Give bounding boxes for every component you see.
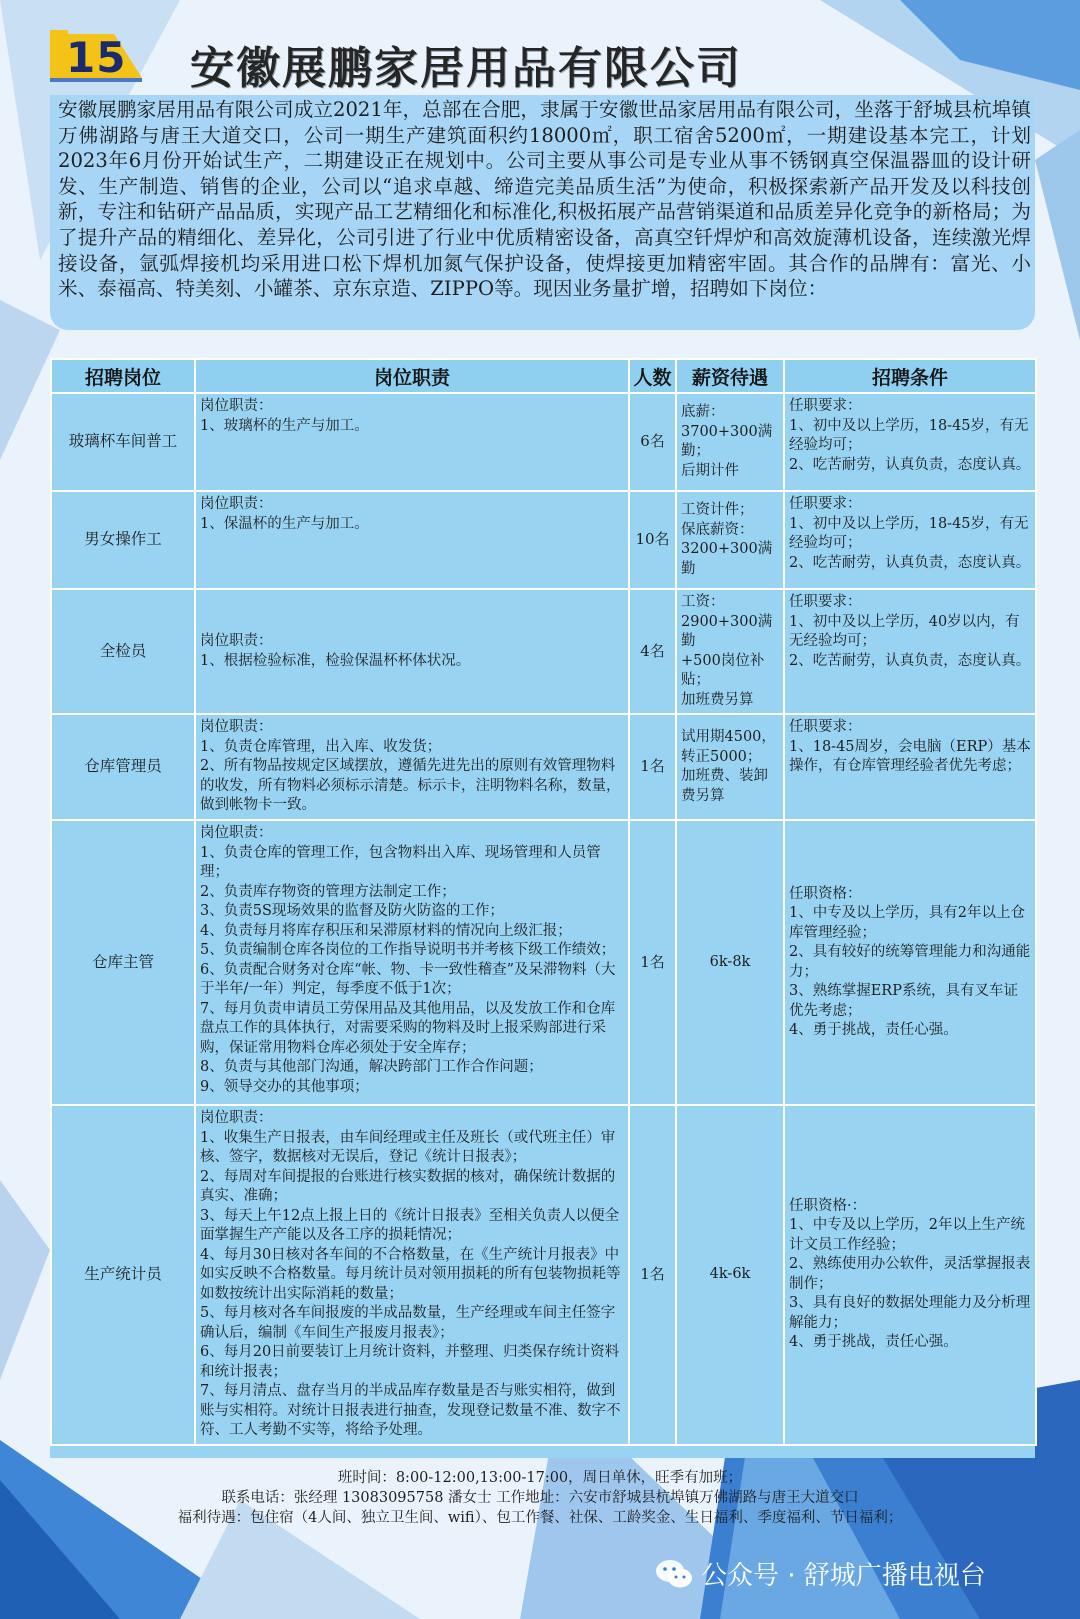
salary-line: 3700+300满勤； [681, 423, 773, 459]
duties-line: 1、玻璃杯的生产与加工。 [200, 417, 369, 434]
count-cell: 1名 [629, 820, 676, 1105]
salary-line: 工资计件； [681, 502, 754, 518]
duties-line: 2、所有物品按规定区域摆放，遵循先进先出的原则有效管理物料的收发，所有物料必须标示清楚。标示卡，注明物料名称，数量，做到帐物卡一致。 [200, 758, 621, 813]
salary-line: 底薪： [681, 404, 725, 420]
salary-cell [676, 491, 784, 589]
table-row [51, 491, 1036, 589]
count-cell: 10名 [629, 491, 676, 589]
duties-line: 7、每月负责申请员工劳保用品及其他用品，以及发放工作和仓库盘点工作的具体执行，对需要采购的物料及时上报采购部进行采购，保证常用物料仓库必须处于安全库存； [200, 1000, 616, 1056]
requirements-line: 4、勇于挑战，责任心强。 [789, 1022, 958, 1038]
requirements-line: 2、吃苦耐劳，认真负责，态度认真。 [789, 554, 1031, 571]
salary-line: 加班费、装卸费另算 [681, 768, 768, 804]
duties-line: 1、保温杯的生产与加工。 [200, 515, 369, 532]
salary-line: 转正5000； [681, 748, 762, 765]
header-count: 人数 [629, 359, 676, 393]
salary-line: 4k-6k [709, 1266, 751, 1282]
duties-line: 岗位职责： [200, 496, 273, 512]
requirements-line: 3、具有良好的数据处理能力及分析理解能力； [789, 1295, 1031, 1331]
footer-hours: 班时间：8:00-12:00,13:00-17:00，周日单休，旺季有加班； [337, 1470, 743, 1486]
count-cell: 1名 [629, 714, 676, 820]
requirements-line: 任职资格·： [789, 1197, 867, 1214]
position-cell: 男女操作工 [51, 491, 195, 589]
requirements-cell [784, 714, 1036, 820]
requirements-line: 2、吃苦耐劳，认真负责，态度认真。 [789, 456, 1031, 473]
duties-line: 4、负责每月将库存积压和呆滞原材料的情况向上级汇报； [200, 922, 572, 939]
table-header-row [51, 359, 1036, 393]
position-cell: 全检员 [51, 589, 195, 714]
header [50, 30, 1050, 94]
table-row [51, 1105, 1036, 1445]
duties-line: 1、负责仓库的管理工作，包含物料出入库、现场管理和人员管理； [200, 844, 601, 880]
requirements-line: 2、具有较好的统筹管理能力和沟通能力； [789, 944, 1031, 980]
requirements-line: 3、熟练掌握ERP系统，具有叉车证优先考虑； [789, 983, 1018, 1019]
requirements-cell [784, 491, 1036, 589]
requirements-line: 任职资格： [789, 885, 862, 902]
salary-line: 加班费另算 [681, 691, 754, 708]
salary-line: +500岗位补贴； [681, 652, 765, 688]
watermark-text: 公众号 · 舒城广播电视台 [701, 1561, 986, 1591]
table-row [51, 714, 1036, 820]
duties-cell [195, 491, 629, 589]
position-cell: 生产统计员 [51, 1105, 195, 1445]
requirements-line: 4、勇于挑战，责任心强。 [789, 1334, 958, 1351]
duties-line: 5、负责编制仓库各岗位的工作指导说明书并考核下级工作绩效； [200, 942, 616, 958]
requirements-line: 任职要求： [789, 719, 862, 735]
duties-cell [195, 393, 629, 491]
table-row [51, 820, 1036, 1105]
duties-cell [195, 1105, 629, 1445]
salary-line: 6k-8k [709, 953, 751, 970]
count-cell: 6名 [629, 393, 676, 491]
duties-line: 岗位职责： [200, 398, 273, 414]
salary-line: 试用期4500， [681, 729, 776, 745]
requirements-line: 1、中专及以上学历，2年以上生产统计文员工作经验； [789, 1217, 1025, 1253]
table-row [51, 589, 1036, 714]
footer-contact: 联系电话：张经理 13083095758 潘女士 工作地址：六安市舒城县杭埠镇万佛湖路与唐王大道交口 [221, 1490, 859, 1506]
requirements-line: 2、吃苦耐劳，认真负责，态度认真。 [789, 652, 1031, 669]
salary-line: 保底薪资： [681, 521, 754, 538]
position-cell: 玻璃杯车间普工 [51, 393, 195, 491]
duties-line: 5、每月核对各车间报废的半成品数量，生产经理或车间主任签字确认后，编制《车间生产报废月报表》； [200, 1305, 616, 1341]
position-cell: 仓库主管 [51, 820, 195, 1105]
salary-line: 工资： [681, 594, 725, 610]
salary-cell [676, 714, 784, 820]
salary-cell [676, 589, 784, 714]
duties-line: 8、负责与其他部门沟通，解决跨部门工作合作问题； [200, 1059, 543, 1075]
table-row [51, 393, 1036, 491]
company-intro: 安徽展鹏家居用品有限公司成立2021年，总部在合肥，隶属于安徽世品家居用品有限公司，坐落于舒城县杭埠镇万佛湖路与唐王大道交口，公司一期生产建筑面积约18000㎡，职工宿舍5200㎡，一期建设基本完工，计划2023年6月份开始试生产，二期建设正在规划中。公司主要从事公司是专业从事不锈钢真空保温器皿的设计研发、生产制造、销售的企业，公司以“追求卓越、缔造完美品质生活”为使命，积极探索新产品开发及以科技创新，专注和钻研产品品质，实现产品工艺精细化和标准化,积极拓展产品营销渠道和品质差异化竞争的新格局；为了提升产品的精细化、差异化，公司引进了行业中优质精密设备，高真空钎焊炉和高效旋薄机设备，连续激光焊接设备，氩弧焊接机均采用进口松下焊机加氮气保护设备，使焊接更加精密牢固。其合作的品牌有：富光、小米、泰福高、特美刻、小罐茶、京东京造、ZIPPO等。现因业务量扩增，招聘如下岗位： [50, 95, 1035, 330]
requirements-line: 1、初中及以上学历，18-45岁，有无经验均可； [789, 515, 1029, 551]
requirements-cell [784, 393, 1036, 491]
requirements-line: 任职要求： [789, 398, 862, 414]
duties-line: 4、每月30日核对各车间的不合格数量，在《生产统计月报表》中如实反映不合格数量。每月统计员对领用损耗的所有包装物损耗等如数按统计出实际消耗的数量； [200, 1246, 621, 1302]
requirements-line: 1、初中及以上学历，40岁以内，有无经验均可； [789, 613, 1020, 649]
duties-cell [195, 820, 629, 1105]
position-cell: 仓库管理员 [51, 714, 195, 820]
header-duties: 岗位职责 [195, 359, 629, 393]
wechat-watermark [655, 1555, 986, 1592]
footer-benefits: 福利待遇：包住宿（4人间、独立卫生间、wifi）、包工作餐、社保、工龄奖金、生日福利、季度福利、节日福利； [177, 1510, 903, 1526]
duties-line: 2、负责库存物资的管理方法制定工作； [200, 883, 456, 900]
requirements-line: 1、18-45周岁，会电脑（ERP）基本操作，有仓库管理经验者优先考虑； [789, 738, 1031, 774]
requirements-cell [784, 1105, 1036, 1445]
duties-cell [195, 589, 629, 714]
duties-line: 1、根据检验标准，检验保温杯杯体状况。 [200, 652, 471, 669]
salary-cell [676, 393, 784, 491]
duties-line: 岗位职责： [200, 1110, 273, 1126]
wechat-icon [655, 1559, 693, 1589]
duties-line: 1、负责仓库管理，出入库、收发货； [200, 738, 442, 755]
salary-line: 后期计件 [681, 462, 739, 479]
duties-line: 岗位职责： [200, 825, 273, 841]
duties-line: 3、负责5S现场效果的监督及防火防盗的工作； [200, 903, 504, 919]
requirements-line: 任职要求： [789, 594, 862, 610]
salary-line: 3200+300满勤 [681, 541, 773, 577]
duties-line: 岗位职责： [200, 719, 273, 735]
duties-line: 3、每天上午12点上报上日的《统计日报表》至相关负责人以便全面掌握生产产能以及各工序的损耗情况； [200, 1207, 620, 1243]
company-title: 安徽展鹏家居用品有限公司 [190, 43, 742, 94]
duties-line: 6、负责配合财务对仓库“帐、物、卡一致性稽查”及呆滞物料（大于半年/一年）判定，每季度不低于1次； [200, 961, 616, 997]
requirements-line: 1、中专及以上学历，具有2年以上仓库管理经验； [789, 905, 1025, 941]
salary-cell [676, 1105, 784, 1445]
requirements-line: 任职要求： [789, 496, 862, 512]
section-number: 15 [66, 33, 127, 82]
duties-line: 6、每月20日前要装订上月统计资料，并整理、归类保存统计资料和统计报表； [200, 1344, 620, 1380]
count-cell: 1名 [629, 1105, 676, 1445]
requirements-line: 2、熟练使用办公软件，灵活掌握报表制作； [789, 1256, 1031, 1292]
requirements-line: 1、初中及以上学历，18-45岁，有无经验均可； [789, 417, 1029, 453]
salary-cell [676, 820, 784, 1105]
requirements-cell [784, 589, 1036, 714]
duties-cell [195, 714, 629, 820]
requirements-cell [784, 820, 1036, 1105]
duties-line: 7、每月清点、盘存当月的半成品库存数量是否与账实相符，做到账与实相符。对统计日报表进行抽查，发现登记数量不准、数字不符、工人考勤不实等，将给予处理。 [200, 1383, 621, 1438]
header-requirements: 招聘条件 [784, 359, 1036, 393]
header-position: 招聘岗位 [51, 359, 195, 393]
duties-line: 岗位职责： [200, 633, 273, 649]
duties-line: 9、领导交办的其他事项； [200, 1078, 369, 1095]
duties-line: 2、每周对车间提报的台账进行核实数据的核对，确保统计数据的真实、准确； [200, 1168, 616, 1204]
job-table [50, 358, 1035, 1458]
duties-line: 1、收集生产日报表，由车间经理或主任及班长（或代班主任）审核、签字，数据核对无误后，登记《统计日报表》； [200, 1129, 616, 1165]
header-salary: 薪资待遇 [676, 359, 784, 393]
count-cell: 4名 [629, 589, 676, 714]
salary-line: 2900+300满勤 [681, 613, 773, 649]
